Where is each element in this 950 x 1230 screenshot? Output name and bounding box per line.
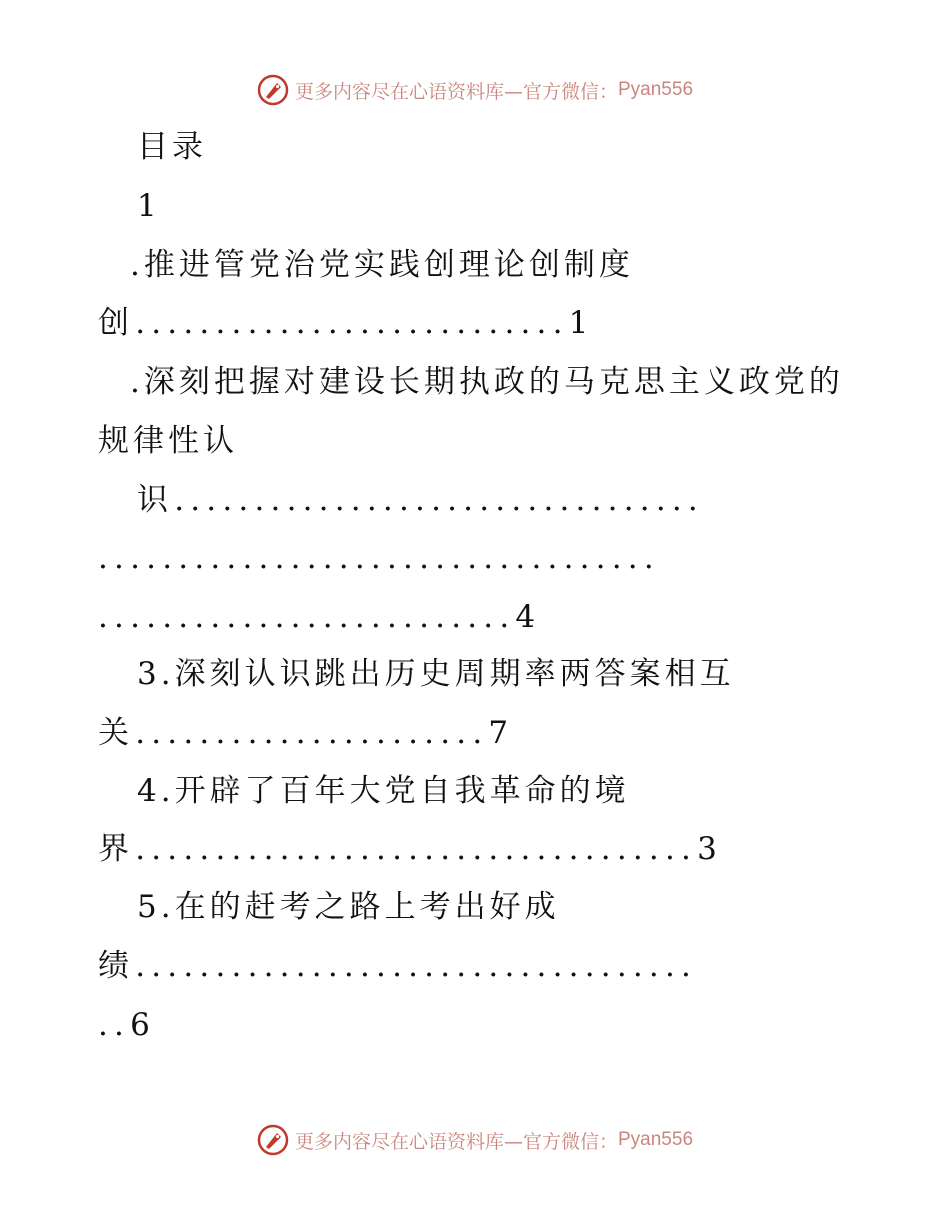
- footer-watermark: [0, 1120, 950, 1160]
- watermark-wechat-id: Pyan556: [618, 1129, 694, 1150]
- toc-line: 创...........................1: [98, 305, 595, 341]
- header-watermark: [0, 70, 950, 110]
- toc-line: ..6: [98, 1007, 157, 1043]
- toc-line: ...................................: [98, 540, 660, 576]
- toc-line: 关......................7: [98, 715, 515, 751]
- pen-nib-logo-icon: [257, 1124, 289, 1156]
- toc-line: 识.................................: [137, 482, 704, 518]
- watermark-text: 更多内容尽在心语资料库—官方微信：: [294, 80, 618, 103]
- pen-nib-logo-icon: [257, 74, 289, 106]
- toc-line: 界...................................3: [98, 831, 724, 867]
- toc-line: ..........................4: [98, 599, 542, 635]
- watermark-text: 更多内容尽在心语资料库—官方微信：: [294, 1130, 618, 1153]
- toc-line: 3.深刻认识跳出历史周期率两答案相互: [137, 656, 735, 692]
- toc-line: .推进管党治党实践创理论创制度: [130, 247, 634, 283]
- toc-line: 绩...................................: [98, 948, 698, 984]
- toc-line: 1: [137, 188, 161, 224]
- watermark-wechat-id: Pyan556: [618, 79, 694, 100]
- toc-line: 规律性认: [98, 423, 238, 459]
- toc-title: 目录: [137, 129, 207, 165]
- toc-line: .深刻把握对建设长期执政的马克思主义政党的: [130, 364, 844, 400]
- toc-line: 4.开辟了百年大党自我革命的境: [137, 773, 630, 809]
- toc-line: 5.在的赶考之路上考出好成: [137, 889, 560, 925]
